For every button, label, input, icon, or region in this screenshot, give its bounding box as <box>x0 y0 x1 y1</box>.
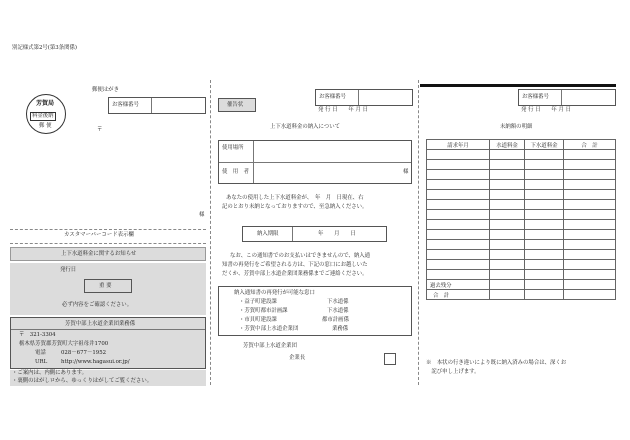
table-row <box>427 220 616 230</box>
table-row <box>427 250 616 260</box>
note-2: ・裏側のはがしロから、ゆっくりはがしてご覧ください。 <box>12 378 153 384</box>
footnote-1: ※ 本状の行き違いにより既に納入済みの場合は、深くお <box>426 360 567 366</box>
notice-badge <box>218 98 256 112</box>
office-panel <box>10 317 206 369</box>
table-row <box>427 230 616 240</box>
office-url[interactable]: http://www.hagasui.or.jp/ <box>61 359 130 365</box>
notice-title: 上下水道料金に関するお知らせ <box>61 251 137 257</box>
org-name: 芳賀中部上水道企業団 <box>243 343 297 349</box>
counter-dept-3: 都市計画係 <box>322 317 349 323</box>
sama-middle: 様 <box>403 169 409 175</box>
note-1: ・ご案内は、内側にあります。 <box>12 370 88 376</box>
table-row <box>427 210 616 220</box>
form-label: 別記様式第2号(第3条関係) <box>12 45 77 51</box>
footnote-2: 詫び申し上げます。 <box>426 369 480 375</box>
customer-no-label-left: お客様番号 <box>112 102 139 108</box>
table-row <box>427 170 616 180</box>
table-header-row <box>427 140 616 150</box>
sama-left: 様 <box>199 212 205 218</box>
stamp-line3: 郵 便 <box>39 123 52 129</box>
counter-name-3: ・市貝町建設課 <box>239 317 277 323</box>
header-water-fee: 水道料金 <box>490 140 525 150</box>
office-url-label: URL <box>35 359 48 365</box>
counter-dept-2: 下水道係 <box>327 308 349 314</box>
important-panel <box>10 263 206 315</box>
notes-panel <box>10 370 206 386</box>
user-label: 使 用 者 <box>222 169 249 175</box>
header-total: 合 計 <box>564 140 616 150</box>
table-row <box>427 260 616 270</box>
notice-title-bar <box>10 247 206 261</box>
use-place-label: 使用場所 <box>222 145 244 151</box>
right-title: 未納額の明細 <box>500 124 533 130</box>
postage-stamp <box>26 94 66 134</box>
table-row <box>427 200 616 210</box>
customer-no-divider-middle <box>358 90 359 105</box>
office-title: 芳賀中部上水道企業団業務係 <box>65 321 136 327</box>
user-info-divider-h <box>219 162 411 163</box>
barcode-label: カスタマーバーコード表示欄 <box>64 232 134 238</box>
customer-no-label-middle: お客様番号 <box>319 94 346 100</box>
body-line-5: だくか、芳賀中部上水道企業団業務係までご連絡ください。 <box>222 271 368 277</box>
user-info-box <box>218 140 412 184</box>
fold-line-left <box>210 80 211 385</box>
customer-no-divider <box>151 98 152 113</box>
table-row <box>427 180 616 190</box>
barcode-bottom-line <box>10 243 206 244</box>
table-row <box>427 240 616 250</box>
customer-no-label-right: お客様番号 <box>522 94 549 100</box>
counter-title: 納入通知書の再発行が可能な窓口 <box>234 290 315 296</box>
postcard-label: 郵便はがき <box>92 87 119 93</box>
customer-no-box-left <box>108 97 206 114</box>
stamp-line2: 料金後納 <box>30 112 56 121</box>
counter-dept-1: 下水道係 <box>327 299 349 305</box>
deadline-label: 納入期限 <box>257 231 279 237</box>
customer-no-box-right <box>518 89 616 106</box>
top-black-bar <box>420 84 616 87</box>
deadline-box <box>242 226 387 242</box>
office-tel-label: 電話 <box>35 350 46 356</box>
postal-mark: 〒 <box>97 127 103 133</box>
seal-box <box>384 353 396 365</box>
office-zip: 〒 321-3304 <box>19 332 56 338</box>
customer-no-divider-right <box>561 90 562 105</box>
counter-name-1: ・益子町建設課 <box>239 299 277 305</box>
fold-line-right <box>418 80 419 385</box>
important-label: 重 要 <box>99 283 112 289</box>
body-line-2: 記のとおり未納となっておりますので、至急納入ください。 <box>222 204 368 210</box>
counter-box <box>218 286 412 336</box>
body-line-1: あなたの使用した上下水道料金が、 年 月 日現在、右 <box>226 195 364 201</box>
issue-date-right: 発 行 日 年 月 日 <box>521 107 571 113</box>
middle-title: 上下水道料金の納入について <box>270 124 340 130</box>
body-line-4: 知書の再発行をご希望される方は、下記の窓口にお越しいた <box>222 262 368 268</box>
past-balance-label: 過去残分 <box>427 280 490 290</box>
important-badge <box>84 279 132 293</box>
deadline-value: 年 月 日 <box>318 231 356 237</box>
counter-name-2: ・芳賀町都市計画課 <box>239 308 288 314</box>
deadline-divider <box>292 227 293 241</box>
customer-no-box-middle <box>315 89 413 106</box>
issue-date-label-left: 発行日 <box>60 267 77 273</box>
office-tel: 028－677－1952 <box>61 350 107 356</box>
confirm-text: 必ず内容をご確認ください。 <box>62 302 133 308</box>
org-head: 企業長 <box>289 355 306 361</box>
table-row <box>427 190 616 200</box>
stamp-line1: 芳賀局 <box>36 100 55 107</box>
table-row <box>427 150 616 160</box>
barcode-top-line <box>10 229 206 230</box>
header-sewer-fee: 下水道料金 <box>525 140 564 150</box>
notice-label: 催告状 <box>227 102 244 108</box>
counter-dept-4: 業務係 <box>332 326 349 332</box>
header-billing-month: 請求年月 <box>427 140 490 150</box>
office-address: 栃木県芳賀郡芳賀町大字祖母井1700 <box>19 341 109 347</box>
arrears-table <box>426 139 616 300</box>
office-divider <box>11 329 205 330</box>
counter-name-4: ・芳賀中部上水道企業団 <box>239 326 299 332</box>
table-row-past <box>427 280 616 290</box>
table-row-total <box>427 290 616 300</box>
total-label: 合 計 <box>427 290 490 300</box>
table-row <box>427 160 616 170</box>
table-row <box>427 270 616 280</box>
issue-date-middle: 発 行 日 年 月 日 <box>318 107 368 113</box>
body-line-3: なお、この通知書でのお支払いはできませんので、納入通 <box>230 253 371 259</box>
